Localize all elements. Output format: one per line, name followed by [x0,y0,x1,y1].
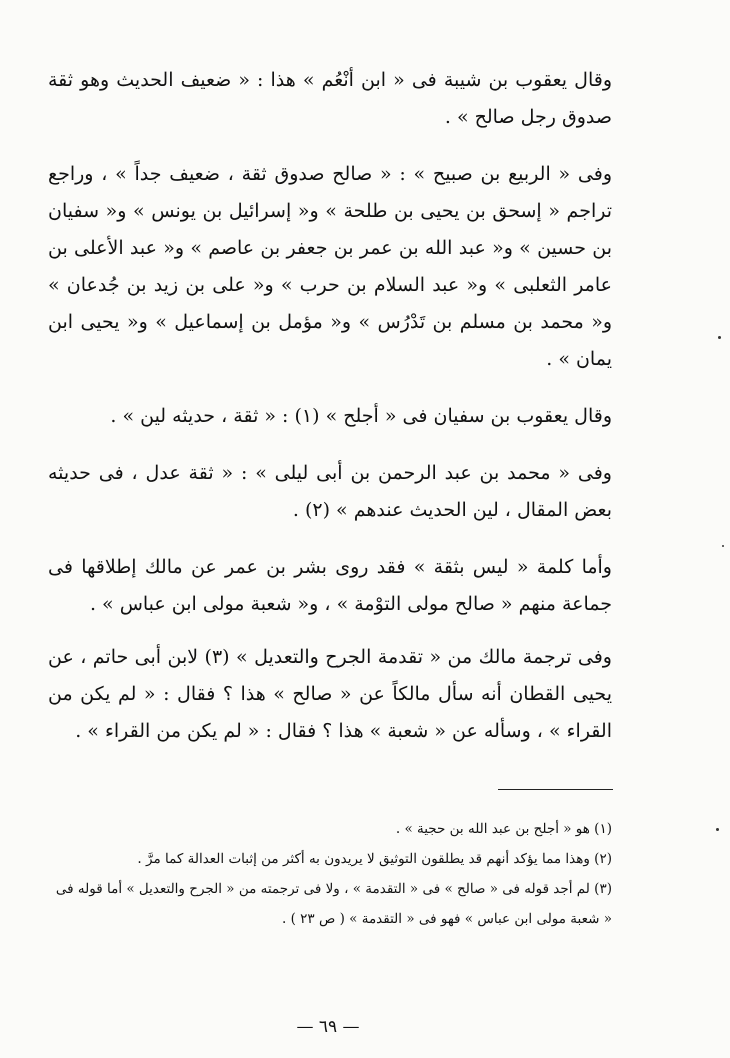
scan-speck [718,336,721,339]
page-content [48,62,612,1042]
paragraph-1: وقال يعقوب بن شيبة فى « ابن أنْعُم » هذا : « ضعيف الحديث وهو ثقة صدوق رجل صالح » . [48,69,612,128]
paragraph-2: وفى « الربيع بن صبيح » : « صالح صدوق ثقة ، ضعيف جداً » ، وراجع تراجم « إسحق بن يحيى بن طلحة » و« إسرائيل بن يونس » و« سفيان بن حسين » و« عبد الله بن عمر بن جعفر بن عاصم » و« عبد الأعلى بن عامر الثعلبى » و« عبد السلام بن حرب » و« على بن زيد بن جُدعان » و« محمد بن مسلم بن تَدْرُس » و« مؤمل بن إسماعيل » و« يحيى ابن يمان » . [48,163,612,370]
footnote-1: (١) هو « أجلح بن عبد الله بن حجية » . [395,821,612,837]
paragraph-3: وقال يعقوب بن سفيان فى « أجلح » (١) : « ثقة ، حديثه لين » . [110,405,612,427]
paragraph-5: وأما كلمة « ليس بثقة » فقد روى بشر بن عمر عن مالك إطلاقها فى جماعة منهم « صالح مولى التوْمة » ، و« شعبة مولى ابن عباس » . [48,556,612,615]
paragraph-6: وفى ترجمة مالك من « تقدمة الجرح والتعديل » (٣) لابن أبى حاتم ، عن يحيى القطان أنه سأل مالكاً عن « صالح » هذا ؟ فقال : « لم يكن من القراء » ، وسأله عن « شعبة » هذا ؟ فقال : « لم يكن من القراء » . [48,646,612,742]
scan-speck [716,828,719,831]
footnotes [48,814,612,934]
footnote-3: (٣) لم أجد قوله فى « صالح » فى « التقدمة » ، ولا فى ترجمته من « الجرح والتعديل » أما قوله فى « شعبة مولى ابن عباس » فهو فى « التقدمة » ( ص ٢٣ ) . [55,881,612,927]
paragraph-4: وفى « محمد بن عبد الرحمن بن أبى ليلى » : « ثقة عدل ، فى حديثه بعض المقال ، لين الحديث عندهم » (٢) . [48,462,612,521]
scan-speck [722,545,724,547]
page-number: — ٦٩ — [296,1017,360,1037]
footnote-divider [498,789,613,790]
footnote-2: (٢) وهذا مما يؤكد أنهم قد يطلقون التوثيق لا يريدون به أكثر من إثبات العدالة كما مرَّ . [137,851,612,867]
